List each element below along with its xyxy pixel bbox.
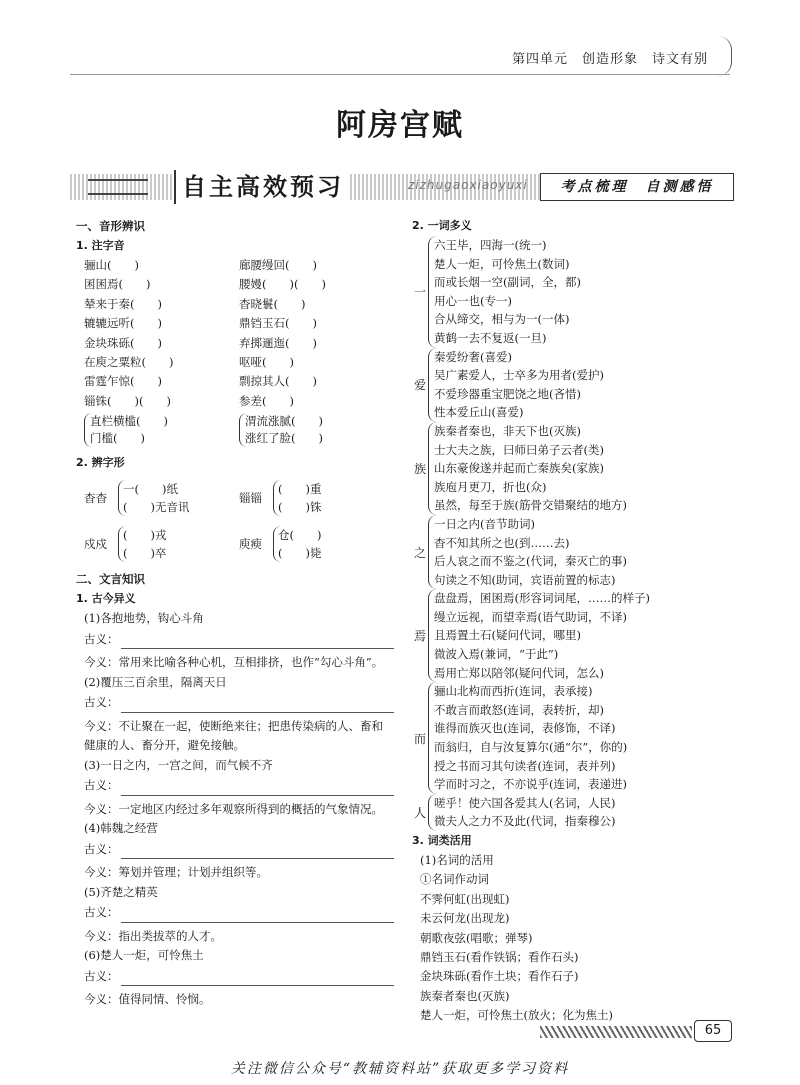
subsection-heading: 2. 辨字形 — [76, 456, 125, 470]
pronunciation-item: 剽掠其人( ) — [239, 374, 317, 389]
subsection-heading: 2. 一词多义 — [412, 219, 472, 232]
unit-header — [504, 44, 734, 68]
bracket-item: 涨红了脸( ) — [245, 431, 323, 446]
polysemy-item: 楚人一炬，可怜焦土(数词) — [434, 256, 570, 271]
section-heading: 一、音形辨识 — [76, 219, 145, 233]
polysemy-item: 焉用亡郑以陪邻(疑问代词，怎么) — [434, 665, 604, 680]
pronunciation-item: 廊腰缦回( ) — [239, 258, 317, 272]
polysemy-word: 而 — [413, 731, 426, 746]
polysemy-group-ren — [412, 794, 734, 831]
fill-line — [121, 909, 395, 923]
bracket-item: 渭流涨腻( ) — [245, 414, 323, 429]
polysemy-item: 谁得而族灭也(连词，表修饰，不译) — [434, 721, 616, 736]
ancient-meaning-label: 古义： — [84, 695, 119, 710]
polysemy-item: 学而时习之，不亦说乎(连词，表递进) — [434, 777, 627, 792]
bracket-group — [84, 413, 239, 447]
usage-item: 楚人一炬，可怜焦土(放火；化为焦土) — [420, 1008, 613, 1023]
page-title: 阿房宫赋 — [336, 108, 464, 143]
answer-blank[interactable] — [84, 839, 394, 859]
banner-pinyin: zizhugaoxiaoyuxi — [408, 178, 528, 192]
polysemy-items — [428, 236, 581, 348]
footer-note: 关注微信公众号“教辅资料站”获取更多学习资料 — [230, 1061, 570, 1077]
polysemy-item: 秦爱纷奢(喜爱) — [434, 349, 512, 364]
modern-meaning: 今义：不让聚在一起，使断绝来往；把患传染病的人、畜和健康的人、畜分开，避免接触。 — [84, 718, 383, 753]
polysemy-items — [428, 422, 627, 515]
pronunciation-list — [76, 256, 394, 411]
polysemy-item: 骊山北构而西折(连词，表承接) — [434, 684, 593, 699]
polysemy-item: 士大夫之族，曰师曰弟子云者(类) — [434, 442, 604, 457]
fill-line — [121, 972, 395, 986]
usage-item: 朝歌夜弦(唱歌；弹琴) — [420, 930, 533, 945]
bracket-group — [239, 413, 394, 447]
subsection-heading: 1. 注字音 — [76, 239, 125, 252]
polysemy-item: 黄鹤一去不复返(一旦) — [434, 330, 547, 345]
right-column — [412, 216, 734, 1026]
banner-decoration — [88, 179, 148, 195]
polysemy-item: 杳不知其所之也(到……去) — [434, 535, 570, 550]
page-number-block — [540, 1020, 732, 1044]
polysemy-item: 山东豪俊遂并起而亡秦族矣(家族) — [434, 461, 604, 476]
polysemy-item: 嗟乎！使六国各爱其人(名词，人民) — [434, 795, 616, 810]
polysemy-group-ai — [412, 348, 734, 422]
fill-line — [121, 699, 395, 713]
polysemy-item: 族秦者秦也，非天下也(灭族) — [434, 423, 581, 438]
page-number-hatch — [540, 1026, 692, 1038]
pronunciation-item: 辇来于秦( ) — [84, 296, 162, 311]
polysemy-word: 族 — [413, 461, 426, 476]
modern-meaning: 今义：指出类拔萃的人才。 — [84, 928, 222, 943]
question: (6)楚人一炬，可怜焦土 — [84, 948, 204, 963]
polysemy-item: 缦立远视，而望幸焉(语气助词，不译) — [434, 609, 627, 624]
polysemy-item: 合从缔交，相与为一(一体) — [434, 312, 570, 327]
pronunciation-item: 弃掷逦迤( ) — [239, 335, 317, 350]
pronunciation-item: 辘辘远听( ) — [84, 316, 162, 331]
polysemy-items — [428, 682, 627, 794]
section-banner — [70, 170, 734, 204]
ancient-meaning-label: 古义： — [84, 631, 119, 646]
pronunciation-item: 囷囷焉( ) — [84, 277, 151, 292]
polysemy-group-zhi — [412, 515, 734, 589]
subsection-heading: 3. 词类活用 — [412, 834, 472, 847]
polysemy-group-er — [412, 682, 734, 794]
polysemy-group-yi — [412, 236, 734, 348]
character-options — [118, 480, 189, 516]
usage-item: 鼎铛玉石(看作铁锅；看作石头) — [420, 949, 579, 964]
character-option: ( )无音讯 — [123, 500, 190, 515]
subsection-heading: 1. 古今异义 — [76, 592, 136, 606]
character-option: 仓( ) — [278, 528, 322, 543]
header-divider — [70, 74, 730, 75]
answer-blank[interactable] — [84, 776, 394, 796]
answer-blank[interactable] — [84, 903, 394, 923]
ancient-meaning-label: 古义： — [84, 841, 119, 856]
character-option: ( )戎 — [123, 528, 167, 543]
pronunciation-item: 锱铢( )( ) — [84, 393, 171, 408]
polysemy-item: 句读之不知(助词，宾语前置的标志) — [434, 572, 616, 587]
polysemy-items — [428, 794, 615, 831]
question: (3)一日之内，一宫之间，而气候不齐 — [84, 757, 273, 772]
bracket-item: 门槛( ) — [90, 431, 145, 446]
bracket-pronunciation-group — [76, 413, 394, 447]
usage-item: 金块珠砾(看作土块；看作石子) — [420, 969, 579, 984]
polysemy-word: 一 — [413, 285, 426, 300]
fill-line — [121, 845, 395, 859]
question: (1)各抱地势，钩心斗角 — [84, 611, 204, 626]
pronunciation-item: 腰嫚( )( ) — [239, 277, 326, 292]
polysemy-item: 六王毕，四海一(统一) — [434, 238, 547, 252]
pronunciation-item: 呕哑( ) — [239, 354, 294, 369]
character-label: 杳杳 — [84, 491, 107, 506]
polysemy-item: 不敢言而敢怒(连词，表转折，却) — [434, 702, 604, 717]
answer-blank[interactable] — [84, 693, 394, 713]
polysemy-item: 而翁归，自与汝复算尔(通“尔”，你的) — [434, 740, 628, 755]
character-options — [273, 526, 321, 562]
character-option: ( )毙 — [278, 546, 322, 561]
pronunciation-item: 雷霆乍惊( ) — [84, 374, 162, 389]
usage-item: ①名词作动词 — [420, 872, 489, 887]
modern-meaning: 今义：值得同情、怜悯。 — [84, 992, 211, 1007]
banner-tag: 考点梳理 自测感悟 — [540, 173, 734, 201]
modern-meaning: 今义：常用来比喻各种心机，互相排挤，也作“勾心斗角”。 — [84, 655, 384, 670]
ancient-meaning-label: 古义： — [84, 905, 119, 920]
usage-item: 族秦者秦也(灭族) — [420, 988, 510, 1003]
polysemy-item: 而或长烟一空(副词，全，都) — [434, 275, 581, 290]
character-distinction-row — [76, 523, 394, 565]
character-options — [273, 480, 321, 516]
fill-line — [121, 782, 395, 796]
character-option: ( )卒 — [123, 546, 167, 561]
polysemy-item: 性本爱丘山(喜爱) — [434, 405, 524, 420]
page-number: 65 — [694, 1020, 732, 1042]
character-group — [84, 523, 239, 565]
polysemy-word: 焉 — [413, 629, 426, 644]
polysemy-word: 之 — [413, 545, 426, 560]
banner-title: 自主高效预习 — [174, 170, 350, 204]
word-class-usage-list — [412, 851, 734, 1026]
polysemy-item: 且焉置土石(疑问代词，哪里) — [434, 628, 581, 643]
polysemy-items — [428, 348, 604, 422]
polysemy-item: 虽然，每至于族(筋骨交错聚结的地方) — [434, 498, 627, 513]
pronunciation-item: 杳晓鬟( ) — [239, 296, 306, 311]
character-group — [84, 477, 239, 519]
character-label: 庾瘐 — [239, 537, 262, 552]
pronunciation-item: 鼎铛玉石( ) — [239, 316, 317, 331]
polysemy-item: 授之书而习其句读者(连词，表并列) — [434, 758, 616, 773]
polysemy-item: 微波入焉(兼词，“于此”) — [434, 647, 559, 662]
header-curve-decoration — [718, 36, 732, 76]
ancient-meaning-label: 古义： — [84, 778, 119, 793]
section-heading: 二、文言知识 — [76, 572, 145, 587]
polysemy-group-zu — [412, 422, 734, 515]
polysemy-item: 微夫人之力不及此(代词，指秦穆公) — [434, 814, 616, 829]
polysemy-items — [428, 589, 650, 682]
character-option: 一( )纸 — [123, 482, 178, 497]
character-group — [239, 523, 394, 565]
character-group — [239, 477, 394, 519]
character-option: ( )铢 — [278, 500, 322, 515]
polysemy-items — [428, 515, 627, 589]
bracket-item: 直栏横槛( ) — [90, 414, 168, 429]
polysemy-item: 后人哀之而不鉴之(代词，秦灭亡的事) — [434, 554, 627, 569]
question: (5)齐楚之精英 — [84, 884, 158, 899]
polysemy-word: 人 — [413, 805, 426, 820]
answer-blank[interactable] — [84, 966, 394, 986]
usage-item: 未云何龙(出现龙) — [420, 911, 510, 926]
polysemy-item: 不爱珍器重宝肥饶之地(吝惜) — [434, 386, 581, 401]
pronunciation-item: 参差( ) — [239, 393, 294, 408]
character-distinction-row — [76, 477, 394, 519]
pronunciation-item: 骊山( ) — [84, 258, 139, 272]
polysemy-item: 用心一也(专一) — [434, 293, 512, 308]
fill-line — [121, 635, 395, 649]
left-column — [76, 216, 394, 1010]
question: (4)韩魏之经营 — [84, 821, 158, 836]
pronunciation-item: 在庾之粟粒( ) — [84, 354, 174, 369]
usage-item: 不霁何虹(出现虹) — [420, 891, 510, 906]
unit-title: 第四单元 创造形象 诗文有别 — [512, 52, 709, 67]
modern-meaning: 今义：筹划并管理；计划并组织等。 — [84, 865, 268, 880]
polysemy-item: 一日之内(音节助词) — [434, 516, 535, 531]
polysemy-item: 族庖月更刀，折也(众) — [434, 479, 547, 494]
character-label: 戍戍 — [84, 537, 107, 552]
question: (2)覆压三百余里，隔离天日 — [84, 674, 227, 689]
character-label: 锱锱 — [239, 491, 262, 506]
character-options — [118, 526, 166, 562]
ancient-meaning-label: 古义： — [84, 968, 119, 983]
usage-item: (1)名词的活用 — [420, 853, 494, 867]
character-option: ( )重 — [278, 482, 322, 497]
answer-blank[interactable] — [84, 629, 394, 649]
polysemy-group-yan — [412, 589, 734, 682]
ancient-modern-meaning-list — [76, 609, 394, 1010]
polysemy-item: 盘盘焉，囷囷焉(形容词词尾，……的样子) — [434, 591, 650, 606]
modern-meaning: 今义：一定地区内经过多年观察所得到的概括的气象情况。 — [84, 801, 383, 816]
pronunciation-item: 金块珠砾( ) — [84, 335, 162, 350]
polysemy-item: 吴广素爱人，士卒多为用者(爱护) — [434, 368, 604, 383]
polysemy-word: 爱 — [413, 378, 426, 393]
